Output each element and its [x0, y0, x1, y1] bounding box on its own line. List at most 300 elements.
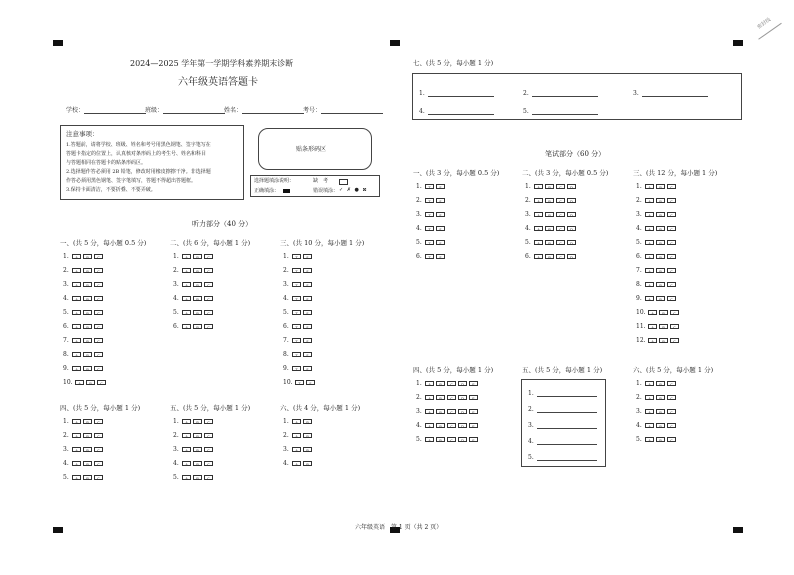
answer-bubble-d[interactable]: D: [458, 381, 467, 386]
answer-bubble-c[interactable]: C: [94, 433, 103, 438]
answer-bubble-b[interactable]: B: [193, 475, 202, 480]
answer-bubble-b[interactable]: B: [545, 240, 554, 245]
answer-bubble-c[interactable]: C: [556, 212, 565, 217]
answer-bubble-c[interactable]: C: [94, 296, 103, 301]
writing-section-1-question-5: [416, 239, 447, 246]
answer-bubble-b[interactable]: B: [436, 395, 445, 400]
answer-bubble-t[interactable]: T: [292, 366, 301, 371]
answer-bubble-b[interactable]: B: [83, 419, 92, 424]
answer-bubble-b[interactable]: B: [83, 447, 92, 452]
absent-checkbox[interactable]: [339, 179, 348, 185]
answer-bubble-c[interactable]: C: [556, 240, 565, 245]
listening-section-1-question-9: [63, 365, 105, 372]
answer-bubble-c[interactable]: C: [670, 310, 679, 315]
writing-section-2-question-2: [525, 197, 578, 204]
listening-section-1-question-1: [63, 253, 105, 260]
answer-bubble-t[interactable]: T: [425, 226, 434, 231]
student-field-class[interactable]: 班级：: [145, 107, 225, 114]
answer-bubble-a[interactable]: A: [182, 475, 191, 480]
listening-section-5-question-5: [173, 474, 215, 481]
answer-bubble-b[interactable]: B: [83, 324, 92, 329]
question-number: 8.: [63, 351, 69, 358]
answer-bubble-a[interactable]: A: [182, 310, 191, 315]
answer-bubble-c[interactable]: C: [447, 409, 456, 414]
answer-bubble-a[interactable]: A: [645, 395, 654, 400]
answer-bubble-a[interactable]: A: [645, 268, 654, 273]
answer-bubble-b[interactable]: B: [659, 324, 668, 329]
answer-bubble-e[interactable]: E: [469, 437, 478, 442]
answer-bubble-b[interactable]: B: [659, 310, 668, 315]
answer-bubble-d[interactable]: D: [567, 212, 576, 217]
question-number: 6.: [525, 253, 531, 260]
answer-bubble-b[interactable]: B: [545, 254, 554, 259]
answer-bubble-b[interactable]: B: [656, 268, 665, 273]
answer-bubble-f[interactable]: F: [303, 338, 312, 343]
answer-bubble-c[interactable]: C: [447, 381, 456, 386]
answer-bubble-b[interactable]: B: [83, 296, 92, 301]
answer-bubble-b[interactable]: B: [656, 226, 665, 231]
listening-section-4-question-1: [63, 418, 105, 425]
answer-bubble-a[interactable]: A: [292, 419, 301, 424]
question-number: 2.: [636, 394, 642, 401]
answer-bubble-a[interactable]: A: [182, 268, 191, 273]
question-number: 5.: [173, 474, 179, 481]
answer-bubble-c[interactable]: C: [670, 338, 679, 343]
answer-bubble-a[interactable]: A: [645, 240, 654, 245]
answer-bubble-b[interactable]: B: [656, 282, 665, 287]
answer-bubble-c[interactable]: C: [667, 268, 676, 273]
student-field-school[interactable]: 学校：: [66, 107, 146, 114]
answer-bubble-c[interactable]: C: [94, 324, 103, 329]
answer-bubble-b[interactable]: B: [656, 395, 665, 400]
answer-bubble-a[interactable]: A: [72, 310, 81, 315]
answer-bubble-b[interactable]: B: [193, 433, 202, 438]
answer-bubble-c[interactable]: C: [556, 184, 565, 189]
answer-bubble-b[interactable]: B: [656, 184, 665, 189]
question-number: 8.: [283, 351, 289, 358]
answer-bubble-a[interactable]: A: [648, 310, 657, 315]
answer-bubble-e[interactable]: E: [469, 423, 478, 428]
writing-section-2-question-4: [525, 225, 578, 232]
answer-bubble-d[interactable]: D: [567, 254, 576, 259]
answer-bubble-a[interactable]: A: [645, 212, 654, 217]
answer-bubble-f[interactable]: F: [303, 310, 312, 315]
q7-answer-line-3[interactable]: [633, 89, 708, 97]
answer-bubble-c[interactable]: C: [94, 268, 103, 273]
listening-section-1-title: 一、(共 5 分，每小题 0.5 分): [60, 239, 147, 247]
answer-bubble-c[interactable]: C: [667, 282, 676, 287]
answer-bubble-a[interactable]: A: [72, 282, 81, 287]
answer-bubble-c[interactable]: C: [204, 310, 213, 315]
answer-bubble-c[interactable]: C: [667, 395, 676, 400]
answer-bubble-a[interactable]: A: [182, 419, 191, 424]
answer-bubble-f[interactable]: F: [436, 198, 445, 203]
answer-bubble-t[interactable]: T: [425, 184, 434, 189]
answer-bubble-b[interactable]: B: [659, 338, 668, 343]
writing-section-3-question-7: [636, 267, 678, 274]
notes-line: 2.选择题作答必须用 2B 铅笔，修改时用橡皮擦擦干净。非选择题: [66, 169, 211, 175]
answer-bubble-b[interactable]: B: [436, 381, 445, 386]
writing-section-3-question-5: [636, 239, 678, 246]
student-field-number[interactable]: 考号：: [303, 107, 383, 114]
answer-bubble-c[interactable]: C: [667, 437, 676, 442]
answer-bubble-b[interactable]: B: [83, 254, 92, 259]
answer-bubble-b[interactable]: B: [656, 423, 665, 428]
question-number: 2.: [525, 197, 531, 204]
answer-bubble-c[interactable]: C: [667, 240, 676, 245]
answer-bubble-c[interactable]: C: [94, 282, 103, 287]
writing-section-6-title: 六、(共 5 分，每小题 1 分): [633, 366, 714, 374]
answer-bubble-b[interactable]: B: [656, 437, 665, 442]
question-number: 8.: [636, 281, 642, 288]
answer-bubble-b[interactable]: B: [193, 419, 202, 424]
writing-section-6-question-2: [636, 394, 678, 401]
answer-bubble-f[interactable]: F: [303, 366, 312, 371]
writing-section-1-question-2: [416, 197, 447, 204]
answer-bubble-f[interactable]: F: [436, 254, 445, 259]
answer-bubble-t[interactable]: T: [425, 240, 434, 245]
answer-bubble-b[interactable]: B: [193, 461, 202, 466]
answer-bubble-c[interactable]: C: [556, 254, 565, 259]
answer-bubble-a[interactable]: A: [534, 254, 543, 259]
answer-bubble-a[interactable]: A: [72, 419, 81, 424]
answer-bubble-a[interactable]: A: [75, 380, 84, 385]
answer-bubble-b[interactable]: B: [436, 409, 445, 414]
answer-bubble-a[interactable]: A: [534, 198, 543, 203]
q7-answer-line-2[interactable]: [523, 89, 598, 97]
answer-bubble-t[interactable]: T: [425, 212, 434, 217]
answer-bubble-a[interactable]: A: [72, 268, 81, 273]
answer-bubble-a[interactable]: A: [645, 198, 654, 203]
question-number: 6.: [173, 323, 179, 330]
listening-section-1-question-10: [63, 379, 108, 386]
answer-bubble-a[interactable]: A: [425, 437, 434, 442]
answer-bubble-b[interactable]: B: [83, 433, 92, 438]
answer-bubble-b[interactable]: B: [303, 447, 312, 452]
listening-section-3-question-7: [283, 337, 314, 344]
answer-bubble-a[interactable]: A: [534, 226, 543, 231]
answer-bubble-a[interactable]: A: [645, 381, 654, 386]
answer-bubble-b[interactable]: B: [656, 381, 665, 386]
answer-bubble-a[interactable]: A: [648, 324, 657, 329]
answer-bubble-e[interactable]: E: [469, 409, 478, 414]
answer-bubble-c[interactable]: C: [204, 475, 213, 480]
answer-bubble-c[interactable]: C: [556, 226, 565, 231]
answer-bubble-b[interactable]: B: [83, 366, 92, 371]
answer-bubble-a[interactable]: A: [645, 282, 654, 287]
answer-bubble-a[interactable]: A: [648, 338, 657, 343]
answer-bubble-c[interactable]: C: [204, 324, 213, 329]
answer-bubble-a[interactable]: A: [425, 395, 434, 400]
writing-section-1-title: 一、(共 3 分，每小题 0.5 分): [413, 169, 500, 177]
answer-bubble-c[interactable]: C: [94, 475, 103, 480]
answer-bubble-c[interactable]: C: [447, 437, 456, 442]
answer-bubble-t[interactable]: T: [425, 254, 434, 259]
answer-bubble-c[interactable]: C: [94, 366, 103, 371]
question-number: 2.: [416, 197, 422, 204]
question-number: 1.: [283, 253, 289, 260]
answer-bubble-a[interactable]: A: [72, 352, 81, 357]
writing-section-5-line-1[interactable]: [528, 389, 597, 397]
answer-bubble-f[interactable]: F: [436, 184, 445, 189]
answer-bubble-d[interactable]: D: [458, 409, 467, 414]
writing-section-1-question-3: [416, 211, 447, 218]
answer-bubble-a[interactable]: A: [645, 296, 654, 301]
answer-bubble-c[interactable]: C: [447, 423, 456, 428]
writing-section-5-line-5[interactable]: [528, 453, 597, 461]
answer-bubble-d[interactable]: D: [458, 423, 467, 428]
writing-section-5-line-4[interactable]: [528, 437, 597, 445]
answer-bubble-a[interactable]: A: [645, 254, 654, 259]
answer-bubble-b[interactable]: B: [545, 226, 554, 231]
answer-bubble-c[interactable]: C: [667, 296, 676, 301]
answer-bubble-c[interactable]: C: [97, 380, 106, 385]
answer-bubble-d[interactable]: D: [458, 437, 467, 442]
question-number: 3.: [636, 211, 642, 218]
writing-section-3-title: 三、(共 12 分，每小题 1 分): [633, 169, 718, 177]
student-field-name[interactable]: 姓名：: [224, 107, 304, 114]
answer-bubble-a[interactable]: A: [72, 461, 81, 466]
answer-bubble-f[interactable]: F: [303, 352, 312, 357]
answer-bubble-e[interactable]: E: [469, 395, 478, 400]
notes-line: 与答题相同在答题卡的贴条形码区。: [66, 160, 147, 166]
answer-bubble-b[interactable]: B: [656, 254, 665, 259]
answer-bubble-c[interactable]: C: [204, 447, 213, 452]
answer-bubble-b[interactable]: B: [83, 475, 92, 480]
listening-section-1-question-4: [63, 295, 105, 302]
answer-bubble-c[interactable]: C: [667, 409, 676, 414]
answer-bubble-b[interactable]: B: [303, 461, 312, 466]
answer-bubble-b[interactable]: B: [436, 437, 445, 442]
listening-section-6-question-3: [283, 446, 314, 453]
answer-bubble-c[interactable]: C: [204, 433, 213, 438]
answer-bubble-t[interactable]: T: [292, 310, 301, 315]
listening-section-2-question-2: [173, 267, 215, 274]
answer-bubble-a[interactable]: A: [534, 184, 543, 189]
answer-bubble-a[interactable]: A: [182, 254, 191, 259]
listening-heading: 听力部分（40 分）: [192, 220, 253, 228]
question-number: 3.: [63, 281, 69, 288]
answer-bubble-c[interactable]: C: [94, 254, 103, 259]
answer-bubble-t[interactable]: T: [292, 282, 301, 287]
page-title: 2024—2025 学年第一学期学科素养期末诊断: [130, 59, 294, 68]
question-number: 2.: [63, 432, 69, 439]
answer-bubble-b[interactable]: B: [83, 268, 92, 273]
answer-bubble-b[interactable]: B: [303, 433, 312, 438]
answer-bubble-a[interactable]: A: [72, 296, 81, 301]
fill-guide-title: 选择题填涂说明：: [254, 178, 295, 184]
answer-bubble-f[interactable]: F: [436, 212, 445, 217]
q7-answer-line-5[interactable]: [523, 107, 598, 115]
answer-bubble-c[interactable]: C: [94, 419, 103, 424]
answer-bubble-a[interactable]: A: [182, 447, 191, 452]
answer-bubble-c[interactable]: C: [94, 310, 103, 315]
answer-bubble-b[interactable]: B: [86, 380, 95, 385]
answer-bubble-c[interactable]: C: [667, 184, 676, 189]
writing-section-6-question-5: [636, 436, 678, 443]
question-number: 6.: [63, 323, 69, 330]
answer-bubble-b[interactable]: B: [656, 212, 665, 217]
listening-section-4-question-2: [63, 432, 105, 439]
answer-bubble-a[interactable]: A: [72, 324, 81, 329]
listening-section-6-title: 六、(共 4 分，每小题 1 分): [280, 404, 361, 412]
question-number: 9.: [63, 365, 69, 372]
answer-bubble-f[interactable]: F: [303, 296, 312, 301]
question-number: 4.: [528, 438, 534, 445]
answer-bubble-c[interactable]: C: [667, 212, 676, 217]
answer-bubble-c[interactable]: C: [204, 419, 213, 424]
answer-bubble-c[interactable]: C: [94, 352, 103, 357]
fill-guide: [250, 175, 380, 197]
question-number: 5.: [63, 474, 69, 481]
answer-bubble-c[interactable]: C: [667, 381, 676, 386]
listening-section-4-question-5: [63, 474, 105, 481]
answer-bubble-a[interactable]: A: [182, 433, 191, 438]
listening-section-3-question-6: [283, 323, 314, 330]
answer-bubble-b[interactable]: B: [436, 423, 445, 428]
answer-bubble-b[interactable]: B: [656, 296, 665, 301]
answer-bubble-b[interactable]: B: [193, 268, 202, 273]
answer-bubble-b[interactable]: B: [193, 254, 202, 259]
answer-bubble-c[interactable]: C: [204, 282, 213, 287]
listening-section-3-question-10: [283, 379, 317, 386]
answer-bubble-a[interactable]: A: [72, 338, 81, 343]
answer-bubble-c[interactable]: C: [667, 198, 676, 203]
answer-bubble-b[interactable]: B: [545, 198, 554, 203]
q7-answer-line-1[interactable]: [419, 89, 494, 97]
answer-bubble-t[interactable]: T: [295, 380, 304, 385]
question-number: 7.: [63, 337, 69, 344]
answer-bubble-a[interactable]: A: [182, 296, 191, 301]
question-number: 4.: [63, 295, 69, 302]
answer-bubble-a[interactable]: A: [645, 423, 654, 428]
answer-bubble-c[interactable]: C: [204, 254, 213, 259]
answer-bubble-b[interactable]: B: [303, 419, 312, 424]
answer-bubble-c[interactable]: C: [447, 395, 456, 400]
listening-section-6-question-4: [283, 460, 314, 467]
answer-bubble-f[interactable]: F: [303, 254, 312, 259]
answer-bubble-b[interactable]: B: [83, 352, 92, 357]
answer-bubble-a[interactable]: A: [182, 324, 191, 329]
answer-bubble-c[interactable]: C: [667, 423, 676, 428]
answer-bubble-a[interactable]: A: [72, 475, 81, 480]
writing-section-5-line-3[interactable]: [528, 421, 597, 429]
answer-bubble-b[interactable]: B: [656, 198, 665, 203]
answer-bubble-b[interactable]: B: [83, 282, 92, 287]
answer-bubble-e[interactable]: E: [469, 381, 478, 386]
answer-bubble-c[interactable]: C: [94, 461, 103, 466]
answer-bubble-a[interactable]: A: [292, 461, 301, 466]
corner-seal-label: 密封线: [756, 16, 773, 31]
answer-bubble-b[interactable]: B: [193, 282, 202, 287]
answer-bubble-b[interactable]: B: [193, 324, 202, 329]
answer-bubble-f[interactable]: F: [303, 282, 312, 287]
answer-bubble-b[interactable]: B: [656, 240, 665, 245]
answer-bubble-a[interactable]: A: [534, 240, 543, 245]
answer-bubble-d[interactable]: D: [567, 240, 576, 245]
answer-bubble-a[interactable]: A: [72, 433, 81, 438]
answer-bubble-t[interactable]: T: [292, 268, 301, 273]
answer-bubble-d[interactable]: D: [567, 226, 576, 231]
listening-section-4-title: 四、(共 5 分，每小题 1 分): [60, 404, 141, 412]
answer-bubble-a[interactable]: A: [645, 437, 654, 442]
answer-bubble-f[interactable]: F: [436, 240, 445, 245]
answer-bubble-c[interactable]: C: [670, 324, 679, 329]
answer-bubble-f[interactable]: F: [436, 226, 445, 231]
question-number: 1.: [416, 183, 422, 190]
answer-bubble-t[interactable]: T: [292, 296, 301, 301]
question-number: 9.: [283, 365, 289, 372]
answer-bubble-a[interactable]: A: [292, 447, 301, 452]
answer-bubble-b[interactable]: B: [545, 212, 554, 217]
question-number: 1.: [173, 253, 179, 260]
corner-mark-top-left: [53, 40, 63, 46]
answer-bubble-c[interactable]: C: [556, 198, 565, 203]
answer-bubble-d[interactable]: D: [567, 184, 576, 189]
answer-bubble-b[interactable]: B: [83, 310, 92, 315]
answer-bubble-a[interactable]: A: [182, 282, 191, 287]
answer-bubble-a[interactable]: A: [72, 366, 81, 371]
answer-bubble-t[interactable]: T: [292, 352, 301, 357]
answer-bubble-a[interactable]: A: [645, 184, 654, 189]
answer-bubble-f[interactable]: F: [303, 324, 312, 329]
answer-bubble-t[interactable]: T: [292, 324, 301, 329]
answer-bubble-c[interactable]: C: [667, 254, 676, 259]
answer-bubble-a[interactable]: A: [645, 226, 654, 231]
answer-bubble-t[interactable]: T: [292, 338, 301, 343]
answer-bubble-a[interactable]: A: [534, 212, 543, 217]
answer-bubble-t[interactable]: T: [425, 198, 434, 203]
answer-bubble-c[interactable]: C: [204, 296, 213, 301]
q7-answer-line-4[interactable]: [419, 107, 494, 115]
answer-bubble-a[interactable]: A: [425, 409, 434, 414]
answer-bubble-c[interactable]: C: [94, 447, 103, 452]
answer-bubble-c[interactable]: C: [204, 461, 213, 466]
answer-bubble-b[interactable]: B: [83, 338, 92, 343]
answer-bubble-a[interactable]: A: [72, 254, 81, 259]
answer-bubble-b[interactable]: B: [193, 296, 202, 301]
answer-bubble-c[interactable]: C: [204, 268, 213, 273]
writing-section-1-question-1: [416, 183, 447, 190]
answer-bubble-a[interactable]: A: [425, 381, 434, 386]
answer-bubble-f[interactable]: F: [306, 380, 315, 385]
question-number: 5.: [173, 309, 179, 316]
listening-section-6-question-2: [283, 432, 314, 439]
writing-section-3-question-8: [636, 281, 678, 288]
answer-bubble-d[interactable]: D: [567, 198, 576, 203]
answer-bubble-c[interactable]: C: [667, 226, 676, 231]
answer-bubble-t[interactable]: T: [292, 254, 301, 259]
writing-section-2-question-1: [525, 183, 578, 190]
answer-bubble-b[interactable]: B: [193, 447, 202, 452]
answer-bubble-a[interactable]: A: [72, 447, 81, 452]
answer-bubble-a[interactable]: A: [182, 461, 191, 466]
answer-bubble-b[interactable]: B: [83, 461, 92, 466]
answer-bubble-a[interactable]: A: [645, 409, 654, 414]
answer-bubble-b[interactable]: B: [545, 184, 554, 189]
answer-bubble-c[interactable]: C: [94, 338, 103, 343]
answer-bubble-b[interactable]: B: [656, 409, 665, 414]
answer-bubble-a[interactable]: A: [292, 433, 301, 438]
writing-section-5-line-2[interactable]: [528, 405, 597, 413]
listening-section-5-question-1: [173, 418, 215, 425]
question-number: 2.: [283, 432, 289, 439]
answer-bubble-f[interactable]: F: [303, 268, 312, 273]
answer-bubble-d[interactable]: D: [458, 395, 467, 400]
question-number: 4.: [636, 422, 642, 429]
answer-bubble-a[interactable]: A: [425, 423, 434, 428]
answer-bubble-b[interactable]: B: [193, 310, 202, 315]
